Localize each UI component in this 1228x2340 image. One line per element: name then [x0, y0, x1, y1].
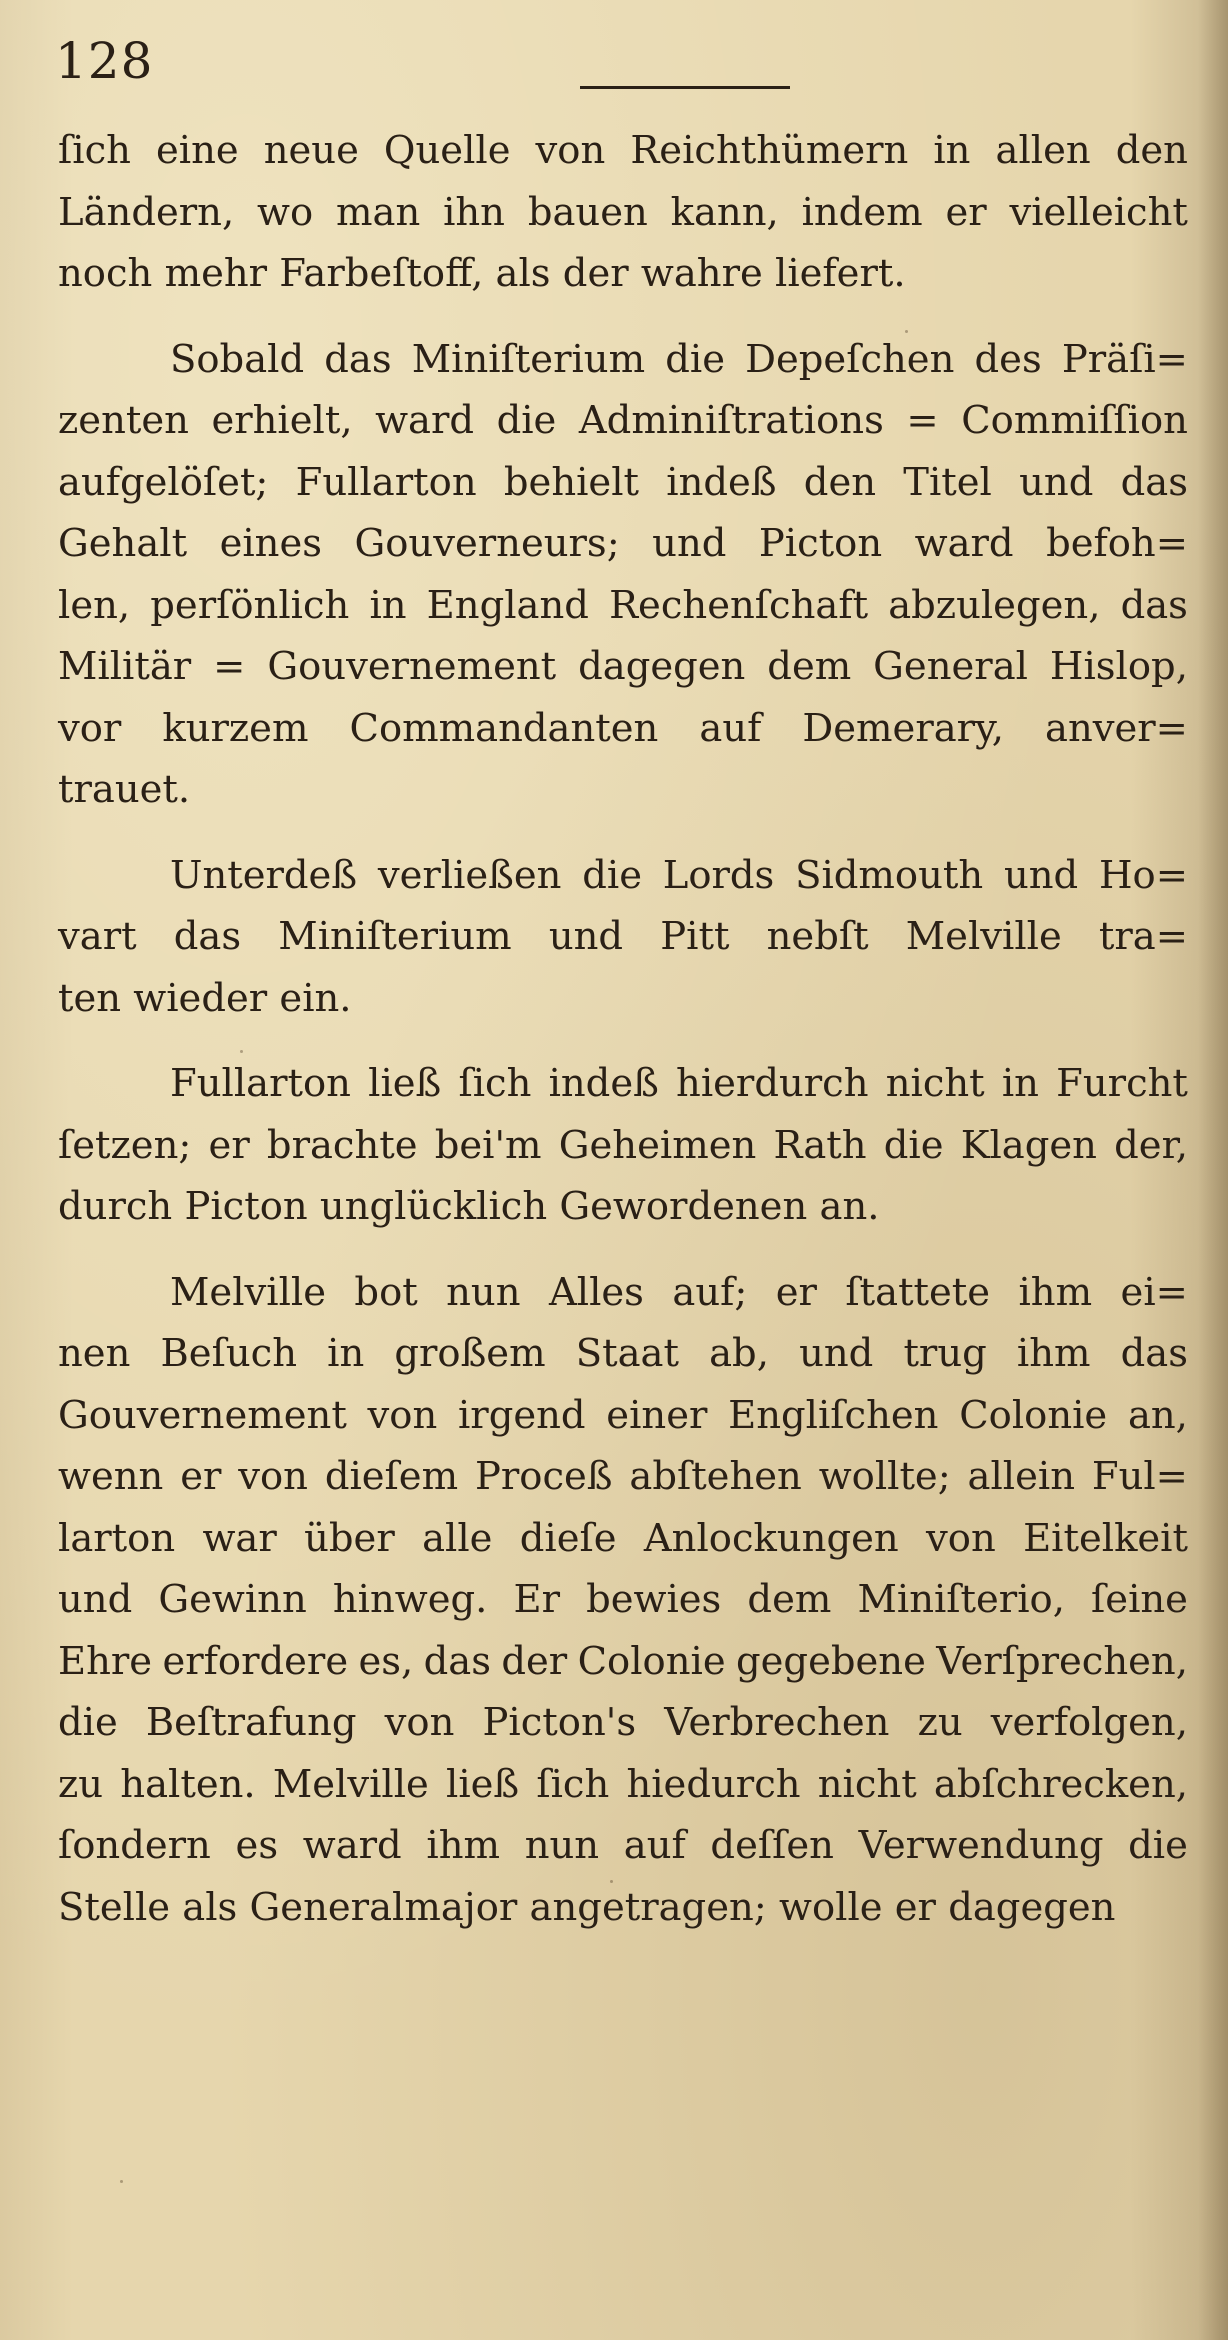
text-line: Fullarton ließ ſich indeß hierdurch nicht in Furcht	[170, 1061, 1188, 1106]
text-line: wenn er von dieſem Proceß abſtehen wollte; allein Ful=	[58, 1454, 1188, 1499]
paper-fleck	[905, 330, 908, 333]
text-line: zenten erhielt, ward die Adminiſtrations = Commiſſion	[58, 398, 1188, 443]
text-line: Ehre erfordere es, das der Colonie gegebene Verſprechen,	[58, 1638, 1188, 1684]
paragraph	[58, 1053, 1188, 1238]
paper-fleck	[120, 2180, 123, 2183]
text-line: Unterdeß verließen die Lords Sidmouth und Ho=	[170, 852, 1188, 898]
text-line: die Beſtrafung von Picton's Verbrechen zu verfolgen,	[58, 1700, 1188, 1745]
running-header	[55, 28, 1175, 108]
text-line: noch mehr Farbeſtoff, als der wahre liefert.	[58, 251, 906, 296]
text-line: Melville bot nun Alles auf; er ſtattete ihm ei=	[170, 1269, 1188, 1315]
text-line: ſetzen; er brachte bei'm Geheimen Rath die Klagen der,	[58, 1122, 1188, 1168]
text-line: vart das Miniſterium und Pitt nebſt Melville tra=	[58, 914, 1188, 959]
text-line: Militär = Gouvernement dagegen dem General Hislop,	[58, 644, 1188, 689]
text-line: vor kurzem Commandanten auf Demerary, anver=	[58, 705, 1188, 751]
text-line: Stelle als Generalmajor angetragen; wolle er dagegen	[58, 1884, 1116, 1930]
paragraph	[58, 1262, 1188, 1939]
text-line: Sobald das Miniſterium die Depeſchen des Präſi=	[170, 336, 1188, 382]
body-text	[58, 120, 1188, 1938]
text-line: len, perſönlich in England Rechenſchaft abzulegen, das	[58, 582, 1188, 628]
text-line: aufgelöſet; Fullarton behielt indeß den Titel und das	[58, 459, 1188, 505]
paragraph-gap	[58, 305, 1188, 329]
text-line: Gehalt eines Gouverneurs; und Picton ward befoh=	[58, 521, 1188, 566]
text-line: nen Beſuch in großem Staat ab, und trug ihm das	[58, 1331, 1188, 1376]
text-line: trauet.	[58, 767, 191, 812]
paper-fleck	[610, 1880, 613, 1883]
paragraph-gap	[58, 1029, 1188, 1053]
text-line: ten wieder ein.	[58, 975, 352, 1021]
text-line: Gouvernement von irgend einer Engliſchen Colonie an,	[58, 1392, 1188, 1438]
paragraph	[58, 845, 1188, 1030]
text-line: durch Picton unglücklich Gewordenen an.	[58, 1184, 880, 1229]
paragraph	[58, 120, 1188, 305]
text-line: ſondern es ward ihm nun auf deſſen Verwendung die	[58, 1823, 1188, 1868]
paragraph	[58, 329, 1188, 821]
page-edge-shadow	[1198, 0, 1228, 2340]
text-line: Ländern, wo man ihn bauen kann, indem er vielleicht	[58, 189, 1188, 235]
text-line: larton war über alle dieſe Anlockungen von Eitelkeit	[58, 1515, 1188, 1561]
text-line: und Gewinn hinweg. Er bewies dem Miniſterio, ſeine	[58, 1577, 1188, 1622]
paper-fleck	[240, 1050, 243, 1053]
page-number: 128	[55, 32, 154, 90]
text-line: zu halten. Melville ließ ſich hiedurch nicht abſchrecken,	[58, 1761, 1188, 1807]
paragraph-gap	[58, 1238, 1188, 1262]
paragraph-gap	[58, 821, 1188, 845]
text-line: ſich eine neue Quelle von Reichthümern in allen den	[58, 128, 1188, 173]
header-rule	[580, 86, 790, 89]
